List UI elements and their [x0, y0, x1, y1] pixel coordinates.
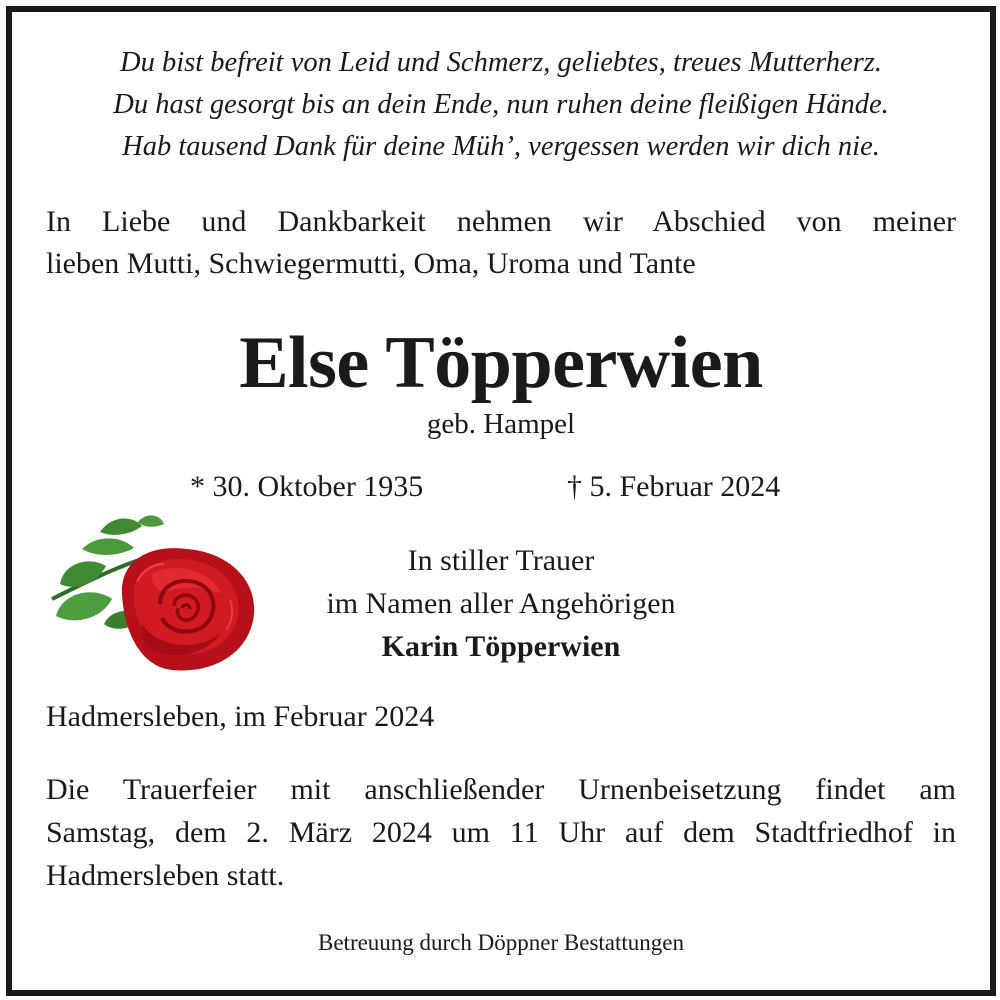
signer-name: Karin Töpperwien: [381, 630, 621, 663]
mourning-line-1: In stiller Trauer: [407, 544, 595, 577]
ceremony-info: [46, 768, 956, 897]
deceased-name: Else Töpperwien: [239, 322, 763, 404]
ceremony-line-3: Hadmersleben statt.: [46, 859, 285, 892]
place-and-date: Hadmersleben, im Februar 2024: [46, 700, 435, 733]
ceremony-line-2: Samstag, dem 2. März 2024 um 11 Uhr auf dem Stadtfriedhof in: [46, 816, 956, 849]
birth-name: geb. Hampel: [426, 408, 576, 440]
intro-line-1: In Liebe und Dankbarkeit nehmen wir Abschied von meiner: [46, 205, 956, 238]
birth-date: * 30. Oktober 1935: [190, 470, 424, 503]
intro-line-2: lieben Mutti, Schwiegermutti, Oma, Uroma und Tante: [46, 247, 696, 280]
ceremony-line-1: Die Trauerfeier mit anschließender Urnenbeisetzung findet am: [46, 773, 956, 806]
mourning-signature: [12, 539, 990, 668]
death-date: † 5. Februar 2024: [567, 470, 781, 503]
poem-line-2: Du hast gesorgt bis an dein Ende, nun ruhen deine fleißigen Hände.: [113, 89, 889, 120]
poem-line-1: Du bist befreit von Leid und Schmerz, geliebtes, treues Mutterherz.: [120, 47, 882, 78]
mourning-line-2: im Namen aller Angehörigen: [326, 587, 676, 620]
life-dates: [12, 467, 990, 507]
memorial-poem: [12, 42, 990, 168]
poem-line-3: Hab tausend Dank für deine Müh’, vergessen werden wir dich nie.: [122, 131, 880, 162]
funeral-home-credit: Betreuung durch Döppner Bestattungen: [318, 930, 684, 955]
farewell-intro: [46, 201, 956, 285]
obituary-notice: [6, 6, 996, 996]
